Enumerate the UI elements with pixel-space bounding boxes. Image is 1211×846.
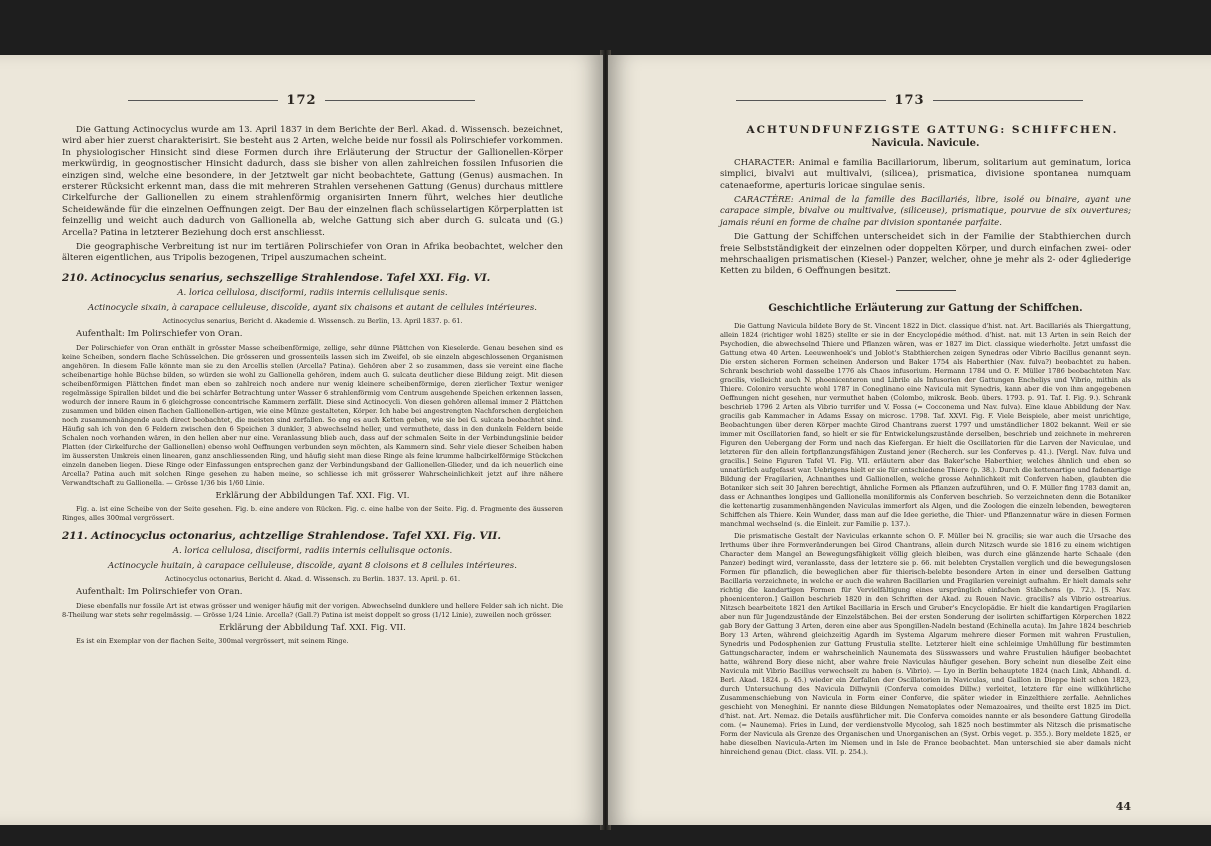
- latin-diagnosis: A. lorica cellulosa, disciformi, radiis internis cellulisque senis.: [177, 288, 448, 299]
- left-column: [62, 125, 563, 649]
- page-number-right: 173: [608, 93, 1211, 108]
- french-diagnosis: Actinocycle sixain, à carapace celluleuse, discoïde, ayant six chaisons et autant de cellules intérieures.: [88, 302, 537, 313]
- paragraph: Die geographische Verbreitung ist nur im tertiären Polirschiefer von Oran in Afrika beobachtet, welcher den älteren eigentlichen, aus Tripolis bezogenen, Tripel auszumachen scheint.: [62, 242, 563, 264]
- paragraph: Der Polirschiefer von Oran enthält in grösster Masse scheibenförmige, zellige, sehr dünne Plättchen von Kieselerde. Genau besehen sind es keine Scheiben, sondern flache Schüsselchen. Die grösseren und grossenteils lassen sich im Zweifel, ob sie einzeln abgeschlossenen Organismen angehören. In diesem Falle könnte man sie zu den Arcellis stellen (Arcella? Patina). Gehören aber 2 so zusammen, dass sie vereint eine flache scheibenartige hohle Büchse bilden, so würden sie wohl zu Gallionella gehören, indem auch G. sulcata deutlicher diese Bildung zeigt. Mit diesen scheibenförmigen Plättchen findet man eben so zahlreich noch andere nur wenig kleinere scheibenförmige, deren zierlicher Textur weniger regelmässige Spirallen bildet und die bei schärfer Betrachtung unter Wasser 6 strahlenförmig vom Centrum ausgehende Speichen erkennen lassen, wodurch der innere Raum in 6 gleichgrosse concentrische Kammern zerfällt. Diese sind Actinocycli. Von diesen gehören allemal immer 2 Plättchen zusammen und bilden einen flachen Gallionellen-artigen, wie eine Münze gestalteten, Körper. Ich habe bei angestrengten Nachforschen dergleichen noch zusammenhängende auch direct beobachtet, die meisten sind zerfallen. So eng es auch Ketten geben, wie sie bei G. sulcata beobachtet sind. Häufig sah ich von den 6 Feldern zwischen den 6 Speichen 3 dunkler, 3 abwechselnd heller, und vermuthete, dass in den dunkeln Feldern beide Schalen noch vorhanden wären, in den hellen aber nur eine. Veranlassung blieb auch, dass auf der schmalen Seite in der Verbindungslinie beider Platten (der Cirkelfurche der Gallionellen) ebenso wohl Oeffnungen verbunden seyn möchten, als Kammern sind. Sehr viele dieser Scheiben haben im äussersten Umkreis einen linearen, ganz anschliessenden Ring, und häufig sieht man diese Ringe als feine krumme halbcirkelförmige Stückchen einzeln daneben liegen. Diese Ringe oder Einfassungen entsprechen ganz der Verbindungsband der Gallionellen-Glieder, und da ich neuerlich eine Arcella? Patina auch mit solchen Ringe gesehen zu haben meine, so schliesse ich mit grösserer Wahrscheinlichkeit jetzt auf ihre nähere Verwandtschaft zu Gallionella. — Grösse 1/36 bis 1/60 Linie.: [62, 343, 563, 487]
- figure-text: Fig. a. ist eine Scheibe von der Seite gesehen. Fig. b. eine andere von Rücken. Fig. c. eine halbe von der Seite. Fig. d. Fragmente des äusseren Ringes, alles 300mal vergrössert.: [62, 504, 563, 522]
- habitat: Aufenthalt: Im Polirschiefer von Oran.: [76, 587, 243, 598]
- signature-mark: 44: [1115, 800, 1131, 813]
- paragraph: Die Gattung der Schiffchen unterscheidet sich in der Familie der Stabthierchen durch freie Selbstständigkeit der einzelnen oder doppelten Körper, und durch einfachen zwei- oder mehrschaaligen prismatischen (Kiesel-) Panzer, welcher, ohne je mehr als 2- oder 4gliederige Ketten zu bilden, 6 Oeffnungen besitzt.: [720, 232, 1131, 277]
- reference: Actinocyclus octonarius, Bericht d. Akad. d. Wissensch. zu Berlin. 1837. 13. April. p. 61.: [164, 575, 461, 584]
- character-french: CARACTÈRE: Animal de la famille des Bacillariés, libre, isolé ou binaire, ayant une carapace simple, bivalve ou multivalve, (siliceuse), prismatique, pourvue de six ouvertures; jamais réuni en forme de chaîne par division spontanée parfaite.: [720, 195, 1131, 228]
- figure-heading: Erklärung der Abbildung Taf. XXI. Fig. VII.: [219, 622, 406, 633]
- right-column: [720, 125, 1131, 760]
- separator: [896, 290, 956, 291]
- reference: Actinocyclus senarius, Bericht d. Akademie d. Wissensch. zu Berlin, 13. April 1837. p. 61.: [162, 317, 463, 326]
- paragraph: Diese ebenfalls nur fossile Art ist etwas grösser und weniger häufig mit der vorigen. Abwechselnd dunklere und hellere Felder sah ich nicht. Die 8-Theilung war stets sehr regelmässig. — Grösse 1/24 Linie. Arcella? (Gall.?) Patina ist meist doppelt so gross (1/12 Linie), zuweilen noch grösser.: [62, 601, 563, 619]
- character-latin: CHARACTER: Animal e familia Bacillariorum, liberum, solitarium aut geminatum, lorica simplici, bivalvi aut multivalvi, (silicea), prismatica, divisione spontanea numquam catenaeforme, aperturis loricae singulae senis.: [720, 157, 1131, 191]
- figure-text: Es ist ein Exemplar von der flachen Seite, 300mal vergrössert, mit seinem Ringe.: [76, 636, 349, 645]
- figure-heading: Erklärung der Abbildungen Taf. XXI. Fig. VI.: [215, 490, 410, 501]
- genus-heading: ACHTUNDFUNFZIGSTE GATTUNG: SCHIFFCHEN.: [746, 124, 1119, 136]
- paragraph: Die Gattung Actinocyclus wurde am 13. April 1837 in dem Berichte der Berl. Akad. d. Wissensch. bezeichnet, wird aber hier zuerst charakterisirt. Sie besteht aus 2 Arten, welche beide nur fossil als Polirschiefer vorkommen. In physiologischer Hinsicht sind diese Formen durch ihre Erläuterung der Structur der Gallionellen-Körper merkwürdig, in geognostischer Hinsicht dadurch, dass sie bisher von allen zahlreichen fossilen Infusorien die einzigen sind, welche eine besondere, in der Jetztwelt gar nicht beobachtete, Gattung (Genus) ausmachen. In ersterer Rücksicht erkennt man, dass die mit mehreren Strahlen versehenen Gattung (Genus) durchaus mittlere Cirkelfurche der Gallionellen zu einem strahlenförmig organisirten Innern führt, welches hier deutliche Scheidewände für die einzelnen Oeffnungen zeigt. Der Bau der einzelnen flach schüsselartigen Körperplatten ist feinzellig und weicht auch dadurch von Gallionella ab, welche Gattung sich aber durch G. sulcata und (G.) Arcella? Patina in letzterer Beziehung doch erst anschliesst.: [62, 125, 563, 238]
- species-heading: 211. Actinocyclus octonarius, achtzellige Strahlendose. Tafel XXI. Fig. VII.: [62, 529, 502, 542]
- left-page: [0, 55, 603, 825]
- species-heading: 210. Actinocyclus senarius, sechszellige Strahlendose. Tafel XXI. Fig. VI.: [62, 271, 491, 284]
- history-heading: Geschichtliche Erläuterung zur Gattung der Schiffchen.: [768, 302, 1083, 314]
- genus-subheading: Navicula. Navicule.: [871, 138, 980, 150]
- latin-diagnosis: A. lorica cellulosa, disciformi, radiis internis cellulisque octonis.: [172, 546, 453, 557]
- page-number-left: 172: [0, 93, 603, 108]
- paragraph: Die prismatische Gestalt der Naviculas erkannte schon O. F. Müller bei N. gracilis; sie war auch die Ursache des Irrthums über ihre Formveränderungen bei Girod Chantrans, allein durch Nitzsch wurde sie 1816 zu einem wichtigen Character dem Mangel an Bewegungsfähigkeit völlig gleich bleiben, was durch eine glänzende harte Schaale (den Panzer) bedingt wird, veranlasste, dass der letztere sie p. 66. mit belebten Crystallen verglich und die bewegungslosen Formen für pflanzlich, die beweglichen aber für thierisch-belebte besondere Arten in einer und derselben Gattung Bacillaria verzeichnete, in welche er auch die wahren Bacillarien und Fragilarien vereinigt aufnahm. Er hielt damals sehr richtig die kandartigen Formen für Vervielfältigung eines ursprünglich einfachen Stäbchens (p. 72.). [S. Nav. phoenicenteron.] Gaillon beschrieb 1820 in den Schriften der Akad. zu Rouen Navic. gracilis? als Vibrio ostrearius. Nitzsch bearbeitete 1821 den Artikel Bacillaria in Ersch und Gruber's Encyclopädie. Er hielt die kandartigen Fragilarien aber nun für Jugendzustände der Einzelstäbchen. Bei der ersten Sonderung der isolirten schiffartigen Körperchen 1822 gab Bory der Gattung 3 Arten, deren eine aber aus Spongillen-Nadeln bestand (Echinella acuta). Im Jahre 1824 beschrieb Bory 13 Arten, während gleichzeitig Agardh im Systema Algarum mehrere dieser Formen mit wahren Frustulien, Synedris und Podosphenien zur Gattung Frustulia stellte. Letzterer hielt eine schleimige Umhüllung für bestimmten Gattungscharacter, indem er wahrscheinlich Naunemata des Süsswassers und wahre Frustulien häufiger beobachtet hatte, während Bory diese nicht, aber wahre freie Naviculas häufiger gesehen. Bory scheint nun dieselbe Zeit eine Navicula mit Vibrio Bacillus verwechselt zu haben (s. Vibrio). — Lyo in Berlin behauptete 1824 (nach Link, Abhandl. d. Berl. Akad. 1824. p. 45.) wieder ein Zerfallen der Oscillatorien in Naviculas, und Gaillon in Dieppe hielt schon 1823, durch Untersuchung des Navicula Dillwynii (Conferva comoides Dillw.) verleitet, letztere für eine willkührliche Zusammenschiebung von Navicula in Form einer Conferve, die später wieder in Einzelthiere zerfalle. Aehnliches geschieht von Meneghini. Er nannte diese Bildungen Nematoplates oder Nemazoaires, und theilte erst 1825 im Dict. d'hist. nat. Art. Nemaz. die Details ausführlicher mit. Die Conferva comoides nannte er als besondere Gattung Girodella com. (= Naunema). Fries in Lund, der verdienstvolle Mycolog, sah 1825 noch bestimmter als Nitzsch die prismatische Form der Navicula als Grenze des Organischen und Unorganischen an (Syst. Orbis veget. p. 355.). Bory meldete 1825, er habe dieselben Navicula-Arten im Niemen und in Isle de France beobachtet. Man unterschied sie aber damals nicht hinreichend genau (Dict. class. VII. p. 254.).: [720, 532, 1131, 757]
- paragraph: Die Gattung Navicula bildete Bory de St. Vincent 1822 in Dict. classique d'hist. nat. Art. Bacillariés als Thiergattung, allein 1824 (richtiger wohl 1825) stellte er sie in der Encyclopédie méthod. d'hist. nat. mit 13 Arten in sein Reich der Psychodien, die abwechselnd Thiere und Pflanzen wären, was er 1827 im Dict. classique wiederholte. Jetzt umfasst die Gattung etwa 40 Arten. Leeuwenhoek's und Joblot's Stabthierchen zeigen Synedras oder Vibrio Bacillus genannt seyn. Die ersten sicheren Formen scheinen Anderson und Baker 1754 als Haberthier (Nav. fulva?) beobachtet zu haben. Schrank beschrieb wohl dasselbe 1776 als Chaos infusorium. Hermann 1784 und O. F. Müller 1786 beobachteten Nav. gracilis, vielleicht auch N. phoenicenteron und Librile als Infusorien der Gattungen Encheliys und Vibrio, mithin als Thiere. Coloniro versuchte wohl 1787 in Coneglinano eine Navicula mit Synedris, kann aber die von ihm angegebenen Oeffnungen nicht gesehen, nur vermuthet haben (Colombo, mikrosk. Beob. übers. 1793. p. 91. Taf. I. Fig. 9.). Schrank beschrieb 1796 2 Arten als Vibrio turrifer und V. Fossa (= Cocconema und Nav. fulva). Eine klaue Abbildung der Nav. gracilis gab Kammacher in Adams Essay on microsc. 1798. Taf. XXVI. Fig. F. Viele Beispiele, aber meist unrichtige, Beobachtungen über deren Körper machte Girod Chantrans zuerst 1797 und umständlicher 1802 bekannt. Weil er sie immer mit Oscillatorien fand, so hielt er sie für Entwickelungszustände derselben, beschrieb und zeichnete in mehreren Figuren den Uebergang der Form und nach das Kiefergan. Er hielt die Oscillatorien für die Larven der Naviculae, und letzteren für den allein fortpflanzungsfähigen Zustand jener (Recherch. sur les Conferves p. 41.). [Vergl. Nav. fulva und gracilis.] Seine Figuren Tafel VI. Fig. VII. erläutern aber das Baker'sche Haberthier, welches ähnlich und eben so unnatürlich aufgefasst war. Uebrigens hielt er sie für entschiedene Thiere (p. 38.). Durch die kettenartige und fadenartige Bildung der Fragilarien, Achnanthes und Gallionellen, welche grosse Aehnlichkeit mit Conferven haben, glaubten die Botaniker sich seit 30 Jahren berechtigt, ähnliche Formen als Pflanzen aufzuführen, und O. F. Müller fing 1783 damit an, dass er Achnanthes longipes und Gallionella moniliformis als Conferven beschrieb. So verzeichneten denn die Botaniker die kettenartig zusammenhängenden Naviculas immerfort als Algen, und die Zoologen die einzeln lebenden, bewegteren Schiffchen als Thiere. Kein Wunder, dass man auf die Idee geriethe, die Thier- und Pflanzennatur wäre in diesen Formen manchmal wechselnd (s. die Einleit. zur Familie p. 137.).: [720, 322, 1131, 529]
- habitat: Aufenthalt: Im Polirschiefer von Oran.: [76, 329, 243, 340]
- right-page: [608, 55, 1211, 825]
- french-diagnosis: Actinocycle huitain, à carapace celluleuse, discoïde, ayant 8 cloisons et 8 cellules intérieures.: [108, 560, 517, 571]
